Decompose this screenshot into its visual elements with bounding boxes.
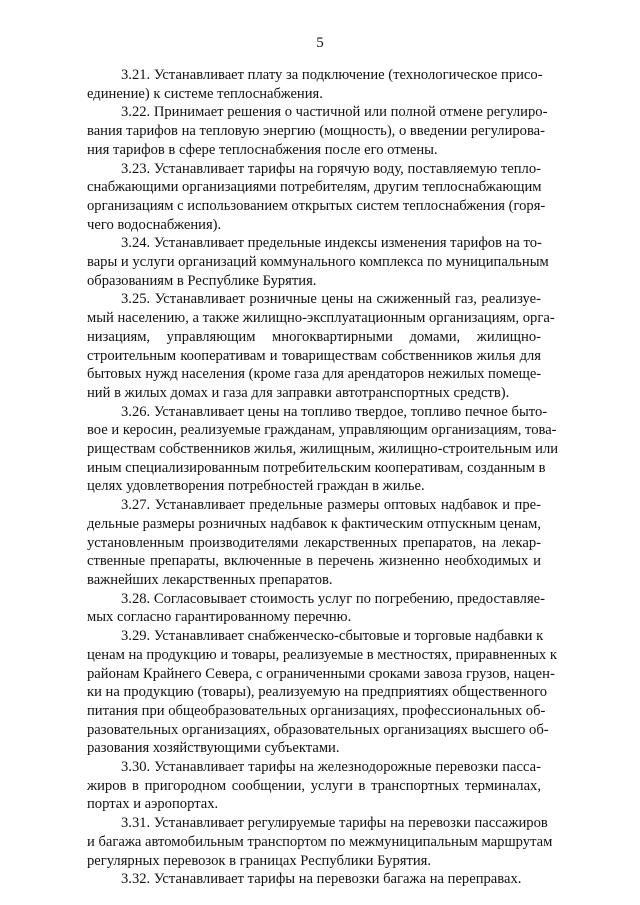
text-line: 3.23. Устанавливает тарифы на горячую воду, поставляемую тепло- bbox=[121, 160, 541, 177]
text-line: единение) к системе теплоснабжения. bbox=[87, 85, 323, 102]
page-number: 5 bbox=[316, 35, 324, 51]
text-line: 3.24. Устанавливает предельные индексы изменения тарифов на то- bbox=[121, 235, 542, 252]
text-line: ственные препараты, включенные в перечень жизненно необходимых и bbox=[87, 553, 541, 570]
paragraph bbox=[87, 496, 541, 590]
text-line: вары и услуги организаций коммунального комплекса по муниципальным bbox=[87, 254, 549, 271]
text-line: целях удовлетворения потребностей граждан в жилье. bbox=[87, 478, 425, 495]
text-line: ний в жилых домах и газа для заправки автотранспортных средств). bbox=[87, 384, 510, 401]
text-line: дельные размеры розничных надбавок к фактическим отпускным ценам, bbox=[87, 515, 542, 532]
text-line: ния тарифов в сфере теплоснабжения после его отмены. bbox=[87, 141, 438, 158]
paragraph bbox=[87, 403, 559, 497]
text-line: иным специализированным потребительским кооперативам, созданным в bbox=[87, 459, 546, 476]
text-line: разовательных организациях, образовательных организациях высшего об- bbox=[87, 721, 549, 738]
text-line: мый населению, а также жилищно-эксплуатационным организациям, орга- bbox=[87, 310, 555, 327]
text-line: 3.29. Устанавливает снабженческо-сбытовые и торговые надбавки к bbox=[121, 628, 544, 645]
paragraph bbox=[87, 290, 555, 402]
paragraph bbox=[87, 870, 541, 889]
text-line: бытовых нужд населения (кроме газа для арендаторов нежилых помеще- bbox=[87, 366, 542, 383]
document-body bbox=[87, 66, 559, 889]
text-line: 3.21. Устанавливает плату за подключение (технологическое присо- bbox=[121, 67, 543, 83]
paragraph bbox=[87, 590, 546, 627]
paragraph bbox=[87, 758, 541, 814]
text-line: 3.32. Устанавливает тарифы на перевозки багажа на переправах. bbox=[121, 871, 522, 888]
text-line: и багажа автомобильным транспортом по межмуниципальным маршрутам bbox=[87, 833, 553, 850]
text-line: 3.26. Устанавливает цены на топливо твердое, топливо печное быто- bbox=[121, 403, 548, 420]
text-line: 3.25. Устанавливает розничные цены на сжиженный газ, реализуе- bbox=[121, 291, 541, 308]
paragraph bbox=[87, 103, 548, 159]
paragraph bbox=[87, 160, 546, 235]
text-line: регулярных перевозок в границах Республики Бурятия. bbox=[87, 852, 432, 869]
text-line: 3.22. Принимает решения о частичной или полной отмене регулиро- bbox=[121, 104, 548, 121]
text-line: вое и керосин, реализуемые гражданам, управляющим организациям, това- bbox=[87, 422, 557, 439]
text-line: портах и аэропортах. bbox=[87, 796, 219, 813]
text-line: ценам на продукцию и товары, реализуемые в местностях, приравненных к bbox=[87, 646, 557, 663]
text-line: установленным производителями лекарственных препаратов, на лекар- bbox=[87, 534, 541, 551]
text-line: жиров в пригородном сообщении, услуги в транспортных терминалах, bbox=[87, 777, 541, 794]
text-line: разования хозяйствующими субъектами. bbox=[87, 740, 340, 757]
text-line: чего водоснабжения). bbox=[87, 216, 222, 233]
text-line: организациям с использованием открытых систем теплоснабжения (горя- bbox=[87, 197, 546, 214]
text-line: питания при общеобразовательных организациях, профессиональных об- bbox=[87, 702, 546, 719]
text-line: 3.27. Устанавливает предельные размеры оптовых надбавок и пре- bbox=[121, 497, 541, 514]
text-line: ки на продукцию (товары), реализуемую на предприятиях общественного bbox=[87, 684, 548, 701]
text-line: образованиям в Республике Бурятия. bbox=[87, 272, 317, 289]
paragraph bbox=[87, 814, 553, 870]
text-line: 3.30. Устанавливает тарифы на железнодорожные перевозки пасса- bbox=[121, 759, 541, 776]
text-line: 3.31. Устанавливает регулируемые тарифы на перевозки пассажиров bbox=[121, 815, 548, 832]
text-line: 3.28. Согласовывает стоимость услуг по погребению, предоставляе- bbox=[121, 590, 546, 607]
paragraph bbox=[87, 627, 557, 758]
text-line: важнейших лекарственных препаратов. bbox=[87, 571, 333, 588]
paragraph bbox=[87, 66, 541, 103]
text-line: риществам собственников жилья, жилищным, жилищно-строительным или bbox=[87, 441, 559, 458]
text-line: низациям, управляющим многоквартирными домами, жилищно- bbox=[87, 328, 541, 345]
text-line: строительным кооперативам и товариществам собственников жилья для bbox=[87, 347, 541, 364]
text-line: снабжающими организациями потребителям, другим теплоснабжающим bbox=[87, 179, 542, 196]
text-line: вания тарифов на тепловую энергию (мощность), о введении регулирова- bbox=[87, 123, 546, 140]
text-line: мых согласно гарантированному перечню. bbox=[87, 609, 352, 626]
paragraph bbox=[87, 234, 549, 290]
text-line: районам Крайнего Севера, с ограниченными сроками завоза грузов, нацен- bbox=[87, 665, 555, 682]
